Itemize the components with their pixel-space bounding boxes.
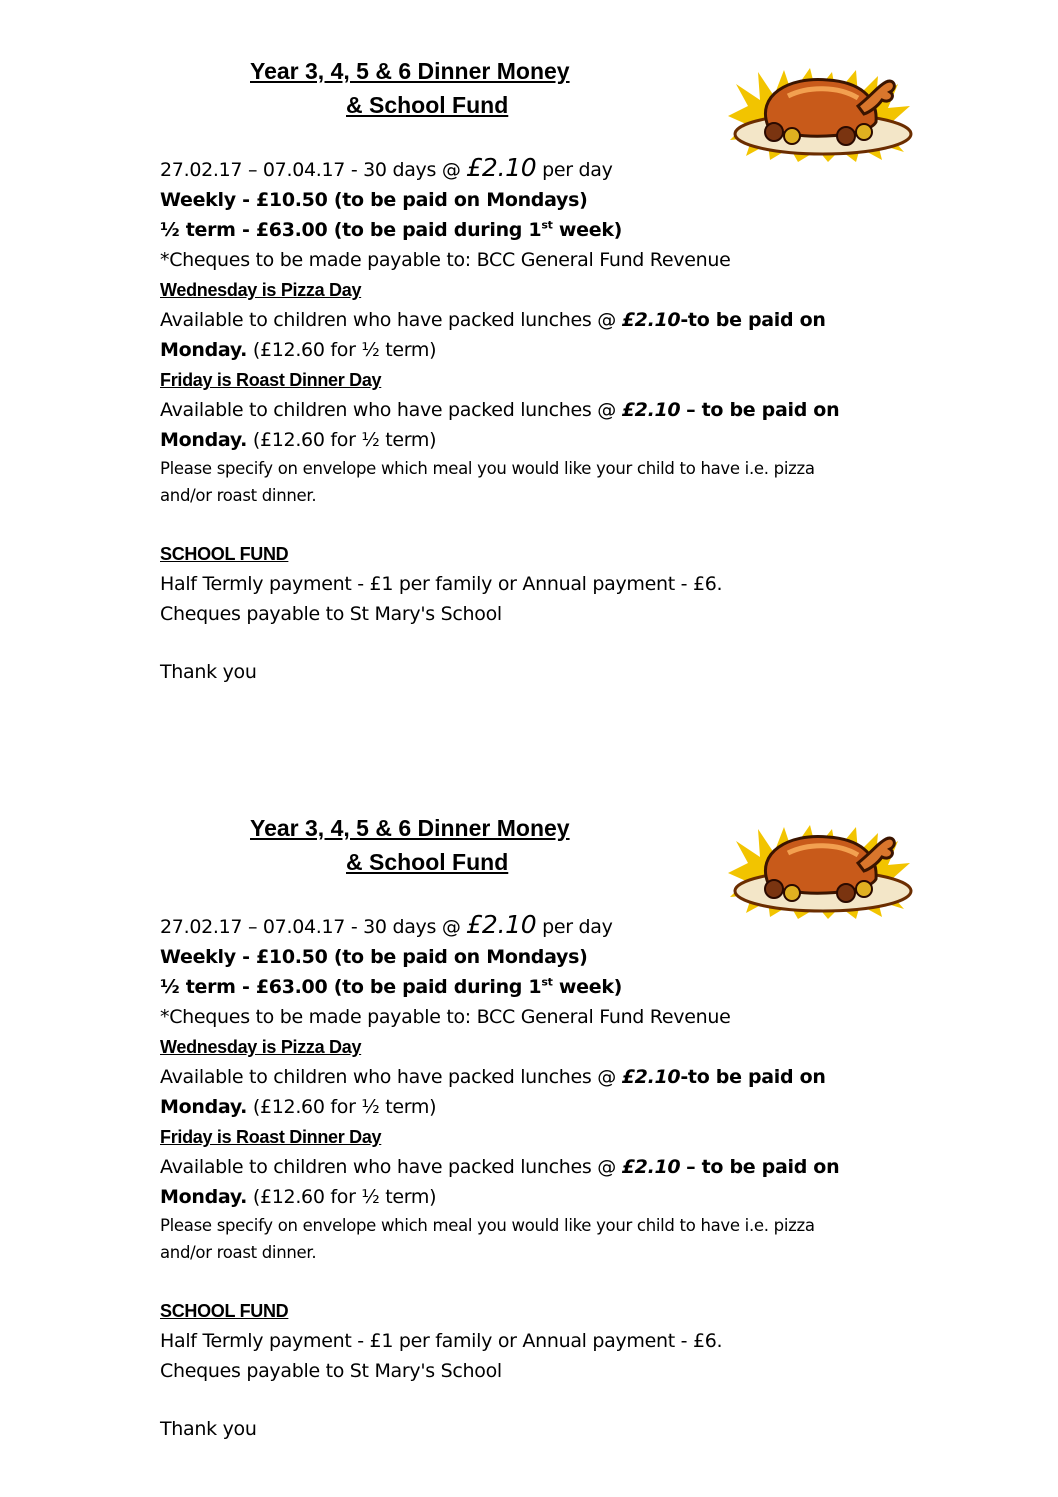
fund-heading: SCHOOL FUND <box>160 544 289 564</box>
roast-text: Available to children who have packed lunches @ <box>160 1156 616 1178</box>
dates-line <box>160 153 920 185</box>
pizza-half-term: (£12.60 for ½ term) <box>252 339 437 361</box>
title-line-1: Year 3, 4, 5 & 6 Dinner Money <box>250 815 570 841</box>
dates-text: 27.02.17 – 07.04.17 - 30 days @ <box>160 159 461 181</box>
roast-line-2 <box>160 425 920 455</box>
spacer <box>160 509 920 539</box>
roast-heading: Friday is Roast Dinner Day <box>160 370 382 390</box>
notice-title <box>250 811 655 879</box>
specify-line-1: Please specify on envelope which meal you would like your child to have i.e. pizza <box>160 459 815 478</box>
pizza-line-1 <box>160 305 920 335</box>
spacer <box>160 1386 920 1414</box>
half-term-line <box>160 215 920 245</box>
pizza-monday: Monday. <box>160 1096 248 1118</box>
half-term-end: week) <box>558 976 623 998</box>
pizza-monday: Monday. <box>160 339 248 361</box>
half-term-text: term - £63.00 (to be paid during 1 <box>185 976 542 998</box>
pizza-pay-text: -to be paid on <box>680 309 826 331</box>
per-day-text: per day <box>542 159 613 181</box>
thank-you: Thank you <box>160 661 257 683</box>
per-day-text: per day <box>542 916 613 938</box>
roast-price: £2.10 <box>621 399 681 421</box>
roast-line-1 <box>160 1152 920 1182</box>
specify-line-1: Please specify on envelope which meal you would like your child to have i.e. pizza <box>160 1216 815 1235</box>
specify-line-2: and/or roast dinner. <box>160 486 317 505</box>
pizza-heading: Wednesday is Pizza Day <box>160 1037 362 1057</box>
pizza-heading: Wednesday is Pizza Day <box>160 280 362 300</box>
dates-text: 27.02.17 – 07.04.17 - 30 days @ <box>160 916 461 938</box>
roast-line-1 <box>160 395 920 425</box>
cheques-line: *Cheques to be made payable to: BCC General Fund Revenue <box>160 1006 731 1028</box>
half-term-end: week) <box>558 219 623 241</box>
pizza-half-term: (£12.60 for ½ term) <box>252 1096 437 1118</box>
title-line-1: Year 3, 4, 5 & 6 Dinner Money <box>250 58 570 84</box>
roast-price: £2.10 <box>621 1156 681 1178</box>
roast-monday: Monday. <box>160 429 248 451</box>
pizza-pay-text: -to be paid on <box>680 1066 826 1088</box>
pizza-text: Available to children who have packed lunches @ <box>160 309 616 331</box>
half-term-line <box>160 972 920 1002</box>
roast-turkey-icon <box>728 66 913 162</box>
half-fraction: ½ <box>160 219 180 241</box>
roast-pay-text: – to be paid on <box>686 399 840 421</box>
thank-you: Thank you <box>160 1418 257 1440</box>
fund-line-2: Cheques payable to St Mary's School <box>160 1360 502 1382</box>
weekly-line: Weekly - £10.50 (to be paid on Mondays) <box>160 189 588 211</box>
roast-pay-text: – to be paid on <box>686 1156 840 1178</box>
ordinal-sup: st <box>541 218 553 232</box>
roast-monday: Monday. <box>160 1186 248 1208</box>
specify-line-2: and/or roast dinner. <box>160 1243 317 1262</box>
ordinal-sup: st <box>541 975 553 989</box>
title-line-2: & School Fund <box>346 849 509 875</box>
daily-price: £2.10 <box>466 153 537 182</box>
title-line-2: & School Fund <box>346 92 509 118</box>
roast-half-term: (£12.60 for ½ term) <box>252 429 437 451</box>
pizza-price: £2.10 <box>621 309 681 331</box>
roast-text: Available to children who have packed lunches @ <box>160 399 616 421</box>
fund-heading: SCHOOL FUND <box>160 1301 289 1321</box>
half-fraction: ½ <box>160 976 180 998</box>
notice-body <box>160 910 920 1444</box>
fund-line-1: Half Termly payment - £1 per family or Annual payment - £6. <box>160 1330 723 1352</box>
pizza-line-2 <box>160 1092 920 1122</box>
daily-price: £2.10 <box>466 910 537 939</box>
half-term-text: term - £63.00 (to be paid during 1 <box>185 219 542 241</box>
cheques-line: *Cheques to be made payable to: BCC General Fund Revenue <box>160 249 731 271</box>
pizza-line-1 <box>160 1062 920 1092</box>
dinner-money-notice-1 <box>0 0 1058 700</box>
pizza-text: Available to children who have packed lunches @ <box>160 1066 616 1088</box>
dinner-money-notice-2 <box>0 757 1058 1457</box>
roast-half-term: (£12.60 for ½ term) <box>252 1186 437 1208</box>
weekly-line: Weekly - £10.50 (to be paid on Mondays) <box>160 946 588 968</box>
spacer <box>160 1266 920 1296</box>
fund-line-1: Half Termly payment - £1 per family or Annual payment - £6. <box>160 573 723 595</box>
dates-line <box>160 910 920 942</box>
spacer <box>160 629 920 657</box>
roast-line-2 <box>160 1182 920 1212</box>
notice-body <box>160 153 920 687</box>
roast-turkey-icon <box>728 823 913 919</box>
pizza-line-2 <box>160 335 920 365</box>
fund-line-2: Cheques payable to St Mary's School <box>160 603 502 625</box>
roast-heading: Friday is Roast Dinner Day <box>160 1127 382 1147</box>
pizza-price: £2.10 <box>621 1066 681 1088</box>
notice-title <box>250 54 655 122</box>
